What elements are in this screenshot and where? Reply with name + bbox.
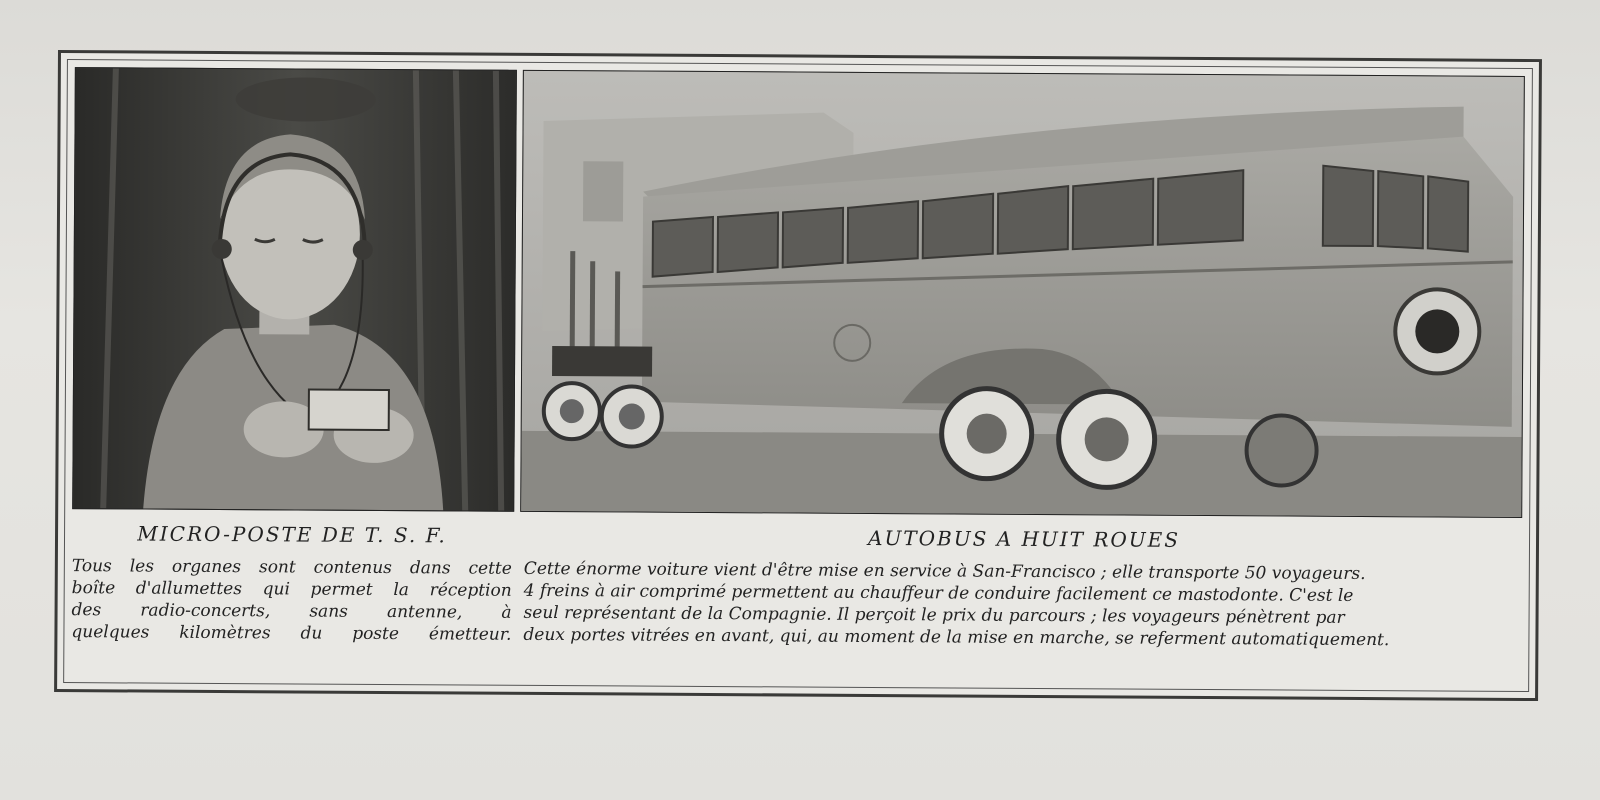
photo-eight-wheel-bus [520,70,1525,518]
caption-line: quelques kilomètres du poste émetteur. [71,622,512,645]
caption-autobus [523,524,1524,652]
caption-line: 4 freins à air comprimé permettent au chauffeur de conduire facilement ce mastodonte. C'est le [523,580,1354,606]
magazine-plate [54,50,1542,701]
caption-body-left [71,555,512,646]
caption-title-right: AUTOBUS A HUIT ROUES [867,525,1181,552]
caption-line: Tous les organes sont contenus dans cette [71,556,512,579]
caption-line: boîte d'allumettes qui permet la réception [71,578,512,601]
caption-title-left: MICRO-POSTE DE T. S. F. [137,521,447,548]
caption-body-right [523,558,1524,652]
caption-line: Cette énorme voiture vient d'être mise en service à San-Francisco ; elle transporte 50 voyageurs. [523,558,1366,584]
caption-micro-poste [71,521,512,646]
caption-line: seul représentant de la Compagnie. Il perçoit le prix du parcours ; les voyageurs pénètrent par [523,602,1345,628]
photo-girl-with-radio [72,67,517,512]
caption-line: deux portes vitrées en avant, qui, au moment de la mise en marche, se referment automatiquement. [523,624,1390,651]
caption-line: des radio-concerts, sans antenne, à [71,600,512,623]
